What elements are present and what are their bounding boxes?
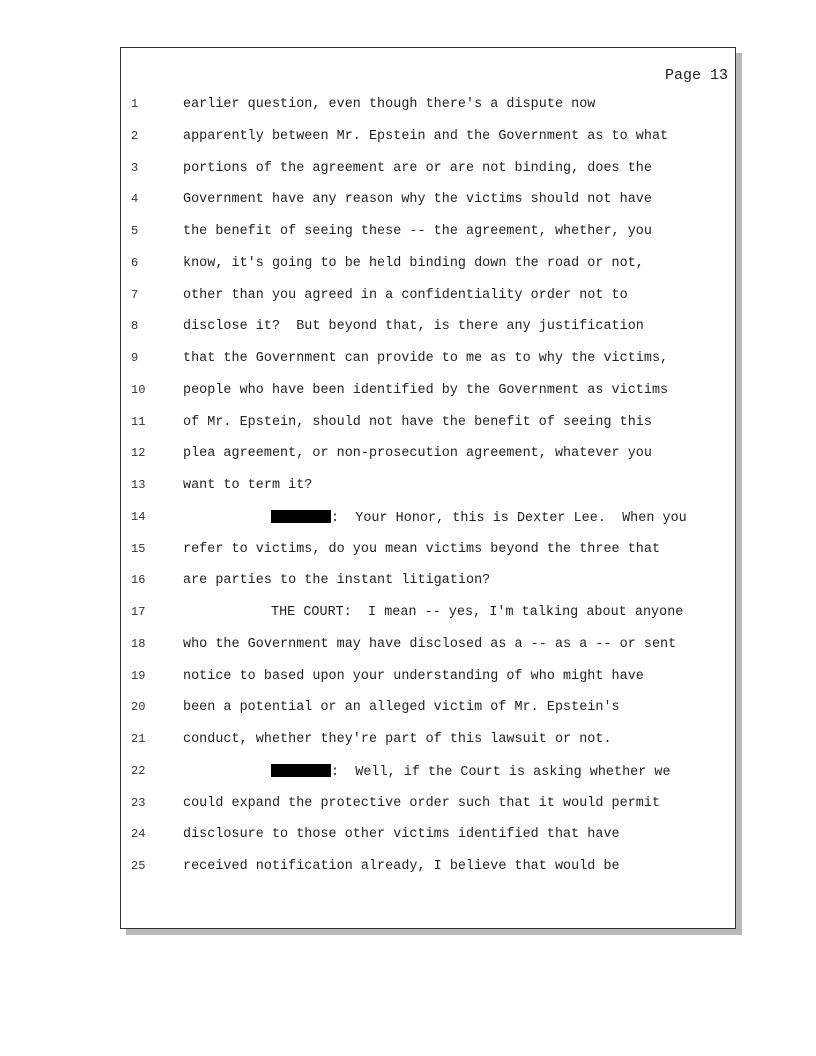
line-number: 12 — [131, 446, 146, 461]
line-number: 3 — [131, 160, 139, 175]
line-text: people who have been identified by the Government as victims — [183, 382, 669, 398]
line-text: portions of the agreement are or are not binding, does the — [183, 160, 652, 176]
line-text: disclose it? But beyond that, is there any justification — [183, 319, 644, 335]
line-text: could expand the protective order such that it would permit — [183, 795, 661, 811]
line-text: who the Government may have disclosed as a -- as a -- or sent — [183, 636, 677, 652]
transcript-line — [121, 853, 735, 885]
line-number: 25 — [131, 859, 146, 873]
line-number: 18 — [131, 636, 146, 651]
line-number: 17 — [131, 605, 146, 619]
line-text: want to term it? — [183, 478, 313, 493]
transcript-line — [121, 91, 735, 123]
transcript-page — [120, 47, 736, 929]
speaker-line-text — [183, 510, 687, 526]
line-number: 13 — [131, 478, 146, 492]
transcript-line — [121, 377, 735, 409]
line-text: : Your Honor, this is Dexter Lee. When you — [331, 510, 687, 526]
transcript-line — [121, 155, 735, 187]
line-number: 16 — [131, 573, 146, 588]
line-number: 1 — [131, 97, 139, 111]
transcript-line — [121, 250, 735, 282]
line-text: received notification already, I believe that would be — [183, 859, 620, 874]
line-number: 7 — [131, 287, 139, 302]
page-number: Page 13 — [664, 67, 728, 84]
line-text: disclosure to those other victims identified that have — [183, 827, 620, 843]
line-text: know, it's going to be held binding down the road or not, — [183, 255, 644, 271]
line-text: THE COURT: I mean -- yes, I'm talking about anyone — [271, 605, 684, 620]
transcript-line — [121, 821, 735, 853]
line-text: conduct, whether they're part of this lawsuit or not. — [183, 732, 612, 747]
line-number: 9 — [131, 351, 139, 365]
transcript-line — [121, 313, 735, 345]
line-text: notice to based upon your understanding of who might have — [183, 668, 644, 684]
line-text: apparently between Mr. Epstein and the Government as to what — [183, 128, 669, 144]
transcript-lines — [121, 91, 735, 885]
line-text: other than you agreed in a confidentiality order not to — [183, 287, 628, 303]
line-number: 21 — [131, 732, 146, 746]
line-text: the benefit of seeing these -- the agreement, whether, you — [183, 224, 652, 239]
line-number: 14 — [131, 509, 146, 524]
speaker-line-text — [183, 764, 671, 780]
transcript-line — [121, 758, 735, 790]
line-text: been a potential or an alleged victim of Mr. Epstein's — [183, 700, 620, 716]
line-text: are parties to the instant litigation? — [183, 573, 491, 589]
transcript-line — [121, 123, 735, 155]
redaction-bar — [271, 764, 331, 777]
transcript-line — [121, 282, 735, 314]
transcript-line — [121, 472, 735, 504]
transcript-line — [121, 726, 735, 758]
transcript-line — [121, 663, 735, 695]
line-text: Government have any reason why the victims should not have — [183, 192, 652, 208]
line-text: that the Government can provide to me as to why the victims, — [183, 351, 669, 366]
redaction-bar — [271, 510, 331, 523]
line-number: 5 — [131, 224, 139, 238]
line-number: 11 — [131, 414, 146, 429]
transcript-line — [121, 599, 735, 631]
line-number: 23 — [131, 795, 146, 810]
line-number: 6 — [131, 255, 139, 270]
transcript-line — [121, 567, 735, 599]
line-text: : Well, if the Court is asking whether we — [331, 764, 671, 780]
transcript-line — [121, 536, 735, 568]
line-text: refer to victims, do you mean victims beyond the three that — [183, 541, 661, 557]
line-number: 4 — [131, 192, 139, 207]
transcript-line — [121, 790, 735, 822]
line-text: earlier question, even though there's a dispute now — [183, 97, 596, 112]
line-number: 20 — [131, 700, 146, 715]
transcript-line — [121, 218, 735, 250]
line-text: of Mr. Epstein, should not have the benefit of seeing this — [183, 414, 652, 430]
line-number: 24 — [131, 827, 146, 842]
transcript-line — [121, 345, 735, 377]
line-number: 15 — [131, 541, 146, 556]
transcript-line — [121, 186, 735, 218]
line-number: 10 — [131, 382, 146, 397]
transcript-line — [121, 504, 735, 536]
transcript-line — [121, 409, 735, 441]
line-number: 19 — [131, 668, 146, 683]
transcript-line — [121, 631, 735, 663]
transcript-line — [121, 440, 735, 472]
transcript-line — [121, 694, 735, 726]
line-text: plea agreement, or non-prosecution agreement, whatever you — [183, 446, 652, 462]
line-number: 8 — [131, 319, 139, 334]
line-number: 22 — [131, 763, 146, 778]
line-number: 2 — [131, 128, 139, 143]
